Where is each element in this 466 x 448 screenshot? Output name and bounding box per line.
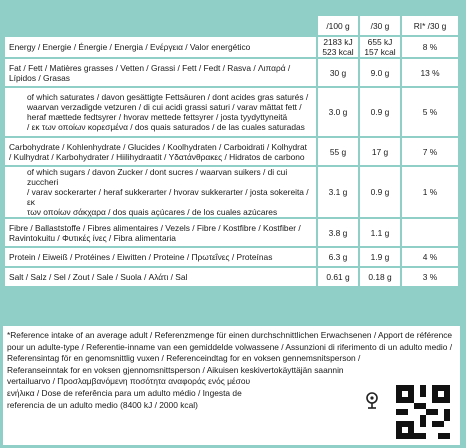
nutrient-label-line: Ravintokuitu / Φυτικές ίνες / Fibra alimentaria	[9, 232, 176, 243]
value-per-30g	[360, 167, 400, 217]
nutrient-label-line: / Kulhydrat / Karbohydrater / Hiilihydraatit / Υδατάνθρακες / Hidratos de carbono	[9, 151, 305, 162]
header-row	[5, 16, 458, 35]
value-per-100g-line: 6.3 g	[328, 252, 348, 262]
nutrient-label-line: / εκ των οποίων κορεσμένα / dos quais saturados / de las cuales saturadas	[27, 122, 305, 132]
value-per-30g-line: 0.9 g	[370, 107, 390, 117]
nutrient-label-line: of which sugars / davon Zucker / dont sucres / waarvan suikers / di cui zuccheri	[27, 167, 288, 187]
value-per-30g	[360, 37, 400, 57]
value-per-100g-line: 3.1 g	[328, 187, 348, 197]
nutrient-label	[5, 59, 316, 86]
value-per-100g-line: 3.8 g	[328, 227, 348, 238]
nutrient-label	[5, 88, 316, 136]
value-per-100g	[318, 268, 358, 286]
value-per-100g	[318, 167, 358, 217]
value-per-100g	[318, 219, 358, 246]
value-per-100g-line: 0.61 g	[326, 272, 350, 282]
nutrient-label-line: Salt / Salz / Sel / Zout / Sale / Suola / Αλάτι / Sal	[9, 272, 188, 282]
nutrient-label	[5, 138, 316, 165]
footnote-line: referencia de un adulto medio (8400 kJ / 2000 kcal)	[7, 399, 198, 410]
footnote-line: ενήλικα / Dose de referência para um adulto médio / Ingesta de	[7, 387, 242, 398]
value-per-30g-line: 0.18 g	[368, 272, 392, 282]
value-ri: 7 %	[402, 138, 458, 165]
footnote-line: pour un adulte-type / Referentie-inname van een gemiddelde volwassene / Assunzioni di riferimento di un adulto medio /	[7, 341, 453, 352]
nutrient-label-line: Fibre / Ballaststoffe / Fibres alimentaires / Vezels / Fibre / Kostfibre / Kostfiber /	[9, 222, 301, 233]
header-blank	[5, 16, 316, 35]
value-per-30g	[360, 219, 400, 246]
nutrient-row	[5, 268, 458, 286]
nutrition-table	[3, 14, 460, 288]
nutrient-row	[5, 59, 458, 86]
footnote-box	[3, 326, 460, 445]
value-per-100g-line: 523 kcal	[322, 47, 354, 57]
nutrient-label	[5, 167, 316, 217]
value-per-100g	[318, 248, 358, 266]
header-ri: RI* /30 g	[402, 16, 458, 35]
value-ri: 8 %	[402, 37, 458, 57]
value-per-30g	[360, 59, 400, 86]
value-per-30g-line: 157 kcal	[364, 47, 396, 57]
value-per-30g	[360, 88, 400, 136]
nutrient-label	[5, 37, 316, 57]
nutrient-label	[5, 248, 316, 266]
value-per-100g-line: 55 g	[329, 146, 347, 157]
value-per-100g-line: 30 g	[329, 67, 347, 78]
nutrient-label	[5, 268, 316, 286]
value-per-100g	[318, 59, 358, 86]
footnote-line: vertailuarvo / Προσλαμβανόμενη ποσότητα αναφοράς ενός μέσου	[7, 376, 251, 387]
value-per-30g-line: 9.0 g	[370, 67, 390, 78]
value-per-30g	[360, 138, 400, 165]
value-ri	[402, 219, 458, 246]
nutrient-label-line: Carbohydrate / Kohlenhydrate / Glucides / Koolhydraten / Carboidrati / Kolhydrat	[9, 141, 307, 152]
nutrient-label-line: των οποίων σάκχαρα / dos quais açúcares / de los cuales azúcares	[27, 207, 278, 217]
value-ri: 3 %	[402, 268, 458, 286]
value-per-30g	[360, 248, 400, 266]
value-per-100g	[318, 88, 358, 136]
nutrient-label-line: Energy / Energie / Énergie / Energia / Ενέργεια / Valor energético	[9, 42, 251, 52]
value-per-30g-line: 655 kJ	[367, 37, 393, 47]
value-ri: 1 %	[402, 167, 458, 217]
nutrient-label-line: / varav sockerarter / heraf sukkerarter / hvorav sukkerarter / josta sokereita / εκ	[27, 187, 309, 207]
qr-code-icon	[396, 385, 450, 439]
value-per-30g-line: 1.9 g	[370, 252, 390, 262]
nutrient-label-line: of which saturates / davon gesättigte Fettsäuren / dont acides gras saturés /	[27, 92, 309, 102]
footnote-line: *Reference intake of an average adult / Referenzmenge für einen durchschnittlichen Erwachsenen / Apport de référence	[7, 330, 453, 340]
value-per-30g-line: 1.1 g	[370, 227, 390, 238]
nutrient-row	[5, 167, 458, 217]
nutrient-label-line: Protein / Eiweiß / Protéines / Eiwitten / Proteine / Πρωτεΐνες / Proteínas	[9, 252, 273, 262]
nutrient-label-line: Fat / Fett / Matières grasses / Vetten / Grassi / Fett / Fedt / Rasva / Λιπαρά /	[9, 62, 291, 73]
nutrient-label	[5, 219, 316, 246]
value-ri: 13 %	[402, 59, 458, 86]
value-per-30g-line: 0.9 g	[370, 187, 390, 197]
footnote-line: Referensintag för en genomsnittlig vuxen / Referenceindtag for en voksen gennemsnitsperson /	[7, 353, 361, 364]
nutrient-label-line: heraf mættede fedtsyrer / hvorav mettede fettsyrer / josta tyydyttyneitä	[27, 112, 288, 122]
nutrient-row	[5, 88, 458, 136]
value-per-30g-line: 17 g	[371, 146, 389, 157]
footnote-line: Referanseinntak for en voksen gjennomsnittsperson / Aikuisen keskivertokäyttäjän saannin	[7, 364, 344, 375]
value-per-100g	[318, 37, 358, 57]
recycling-symbol-icon	[363, 391, 381, 409]
header-per-30g: /30 g	[360, 16, 400, 35]
nutrient-row	[5, 37, 458, 57]
value-per-100g	[318, 138, 358, 165]
value-ri: 5 %	[402, 88, 458, 136]
nutrient-row	[5, 248, 458, 266]
header-per-100g: /100 g	[318, 16, 358, 35]
value-per-100g-line: 3.0 g	[328, 107, 348, 117]
value-per-100g-line: 2183 kJ	[323, 37, 353, 47]
nutrient-label-line: Lípidos / Grasas	[9, 72, 70, 83]
footnote-text	[7, 330, 453, 411]
value-ri: 4 %	[402, 248, 458, 266]
nutrient-label-line: waarvan verzadigde vetzuren / di cui acidi grassi saturi / varav mättat fett /	[27, 102, 302, 112]
nutrient-row	[5, 138, 458, 165]
value-per-30g	[360, 268, 400, 286]
nutrient-row	[5, 219, 458, 246]
